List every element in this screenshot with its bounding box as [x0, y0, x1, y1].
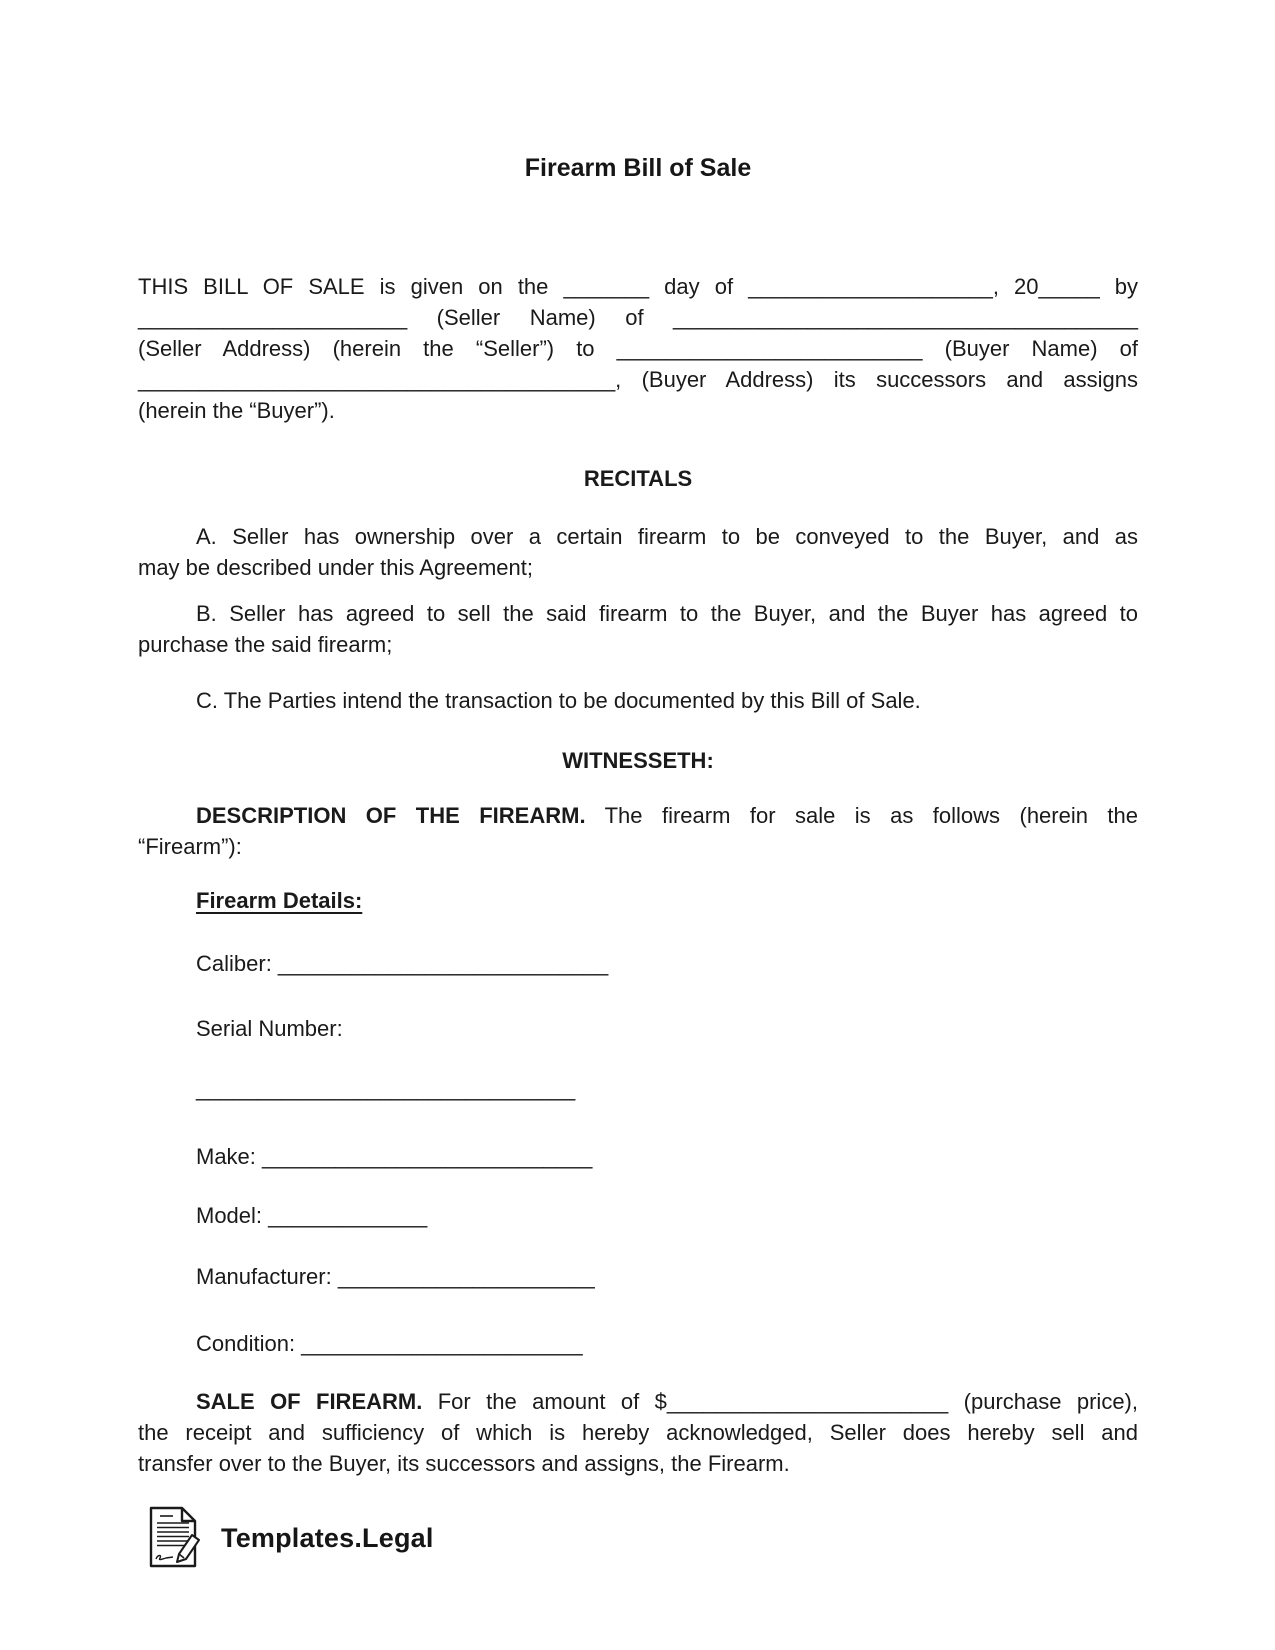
- recital-a: [138, 521, 1138, 583]
- description-lead: DESCRIPTION OF THE FIREARM.: [196, 803, 586, 828]
- brand-logo: [146, 1506, 434, 1570]
- recital-b-line-2: purchase the said firearm;: [138, 632, 393, 657]
- model-field: Model: _____________: [196, 1203, 428, 1228]
- sale-line-2: the receipt and sufficiency of which is hereby acknowledged, Seller does hereby sell and: [138, 1420, 1138, 1445]
- make-field: Make: ___________________________: [196, 1144, 593, 1169]
- sale-paragraph: [138, 1386, 1138, 1479]
- caliber-field: Caliber: ___________________________: [196, 951, 609, 976]
- intro-line-2: ______________________ (Seller Name) of ______________________________________: [138, 305, 1138, 330]
- brand-name: Templates.Legal: [221, 1522, 434, 1553]
- recitals-heading: RECITALS: [583, 466, 693, 491]
- recital-b-line-1: B. Seller has agreed to sell the said firearm to the Buyer, and the Buyer has agreed to: [196, 601, 1138, 626]
- description-paragraph: [138, 800, 1138, 862]
- witnesseth-heading: WITNESSETH:: [562, 748, 714, 773]
- intro-line-5: (herein the “Buyer”).: [138, 398, 335, 423]
- intro-line-4: _______________________________________, (Buyer Address) its successors and assigns: [138, 367, 1138, 392]
- recital-a-line-2: may be described under this Agreement;: [138, 555, 534, 580]
- sale-line-3: transfer over to the Buyer, its successors and assigns, the Firearm.: [138, 1451, 790, 1476]
- document-pen-icon: [146, 1506, 204, 1570]
- sale-lead: SALE OF FIREARM.: [196, 1389, 423, 1414]
- recital-b: [138, 598, 1138, 660]
- description-line-1: [138, 800, 1138, 831]
- manufacturer-field: Manufacturer: _____________________: [196, 1264, 595, 1289]
- recital-a-line-1: A. Seller has ownership over a certain firearm to be conveyed to the Buyer, and as: [196, 524, 1138, 549]
- description-line-2: “Firearm”):: [138, 834, 242, 859]
- serial-number-blank: _______________________________: [196, 1076, 576, 1101]
- condition-field: Condition: _______________________: [196, 1331, 583, 1356]
- sale-line-1-rest: For the amount of $_______________________ (purchase price),: [422, 1389, 1138, 1414]
- intro-paragraph: [138, 271, 1138, 426]
- sale-line-1: [138, 1386, 1138, 1417]
- recital-c: C. The Parties intend the transaction to be documented by this Bill of Sale.: [196, 688, 921, 713]
- intro-line-3: (Seller Address) (herein the “Seller”) to _________________________ (Buyer Name) of: [138, 336, 1138, 361]
- description-line-1-rest: The firearm for sale is as follows (herein the: [585, 803, 1138, 828]
- firearm-details-heading: Firearm Details:: [196, 888, 363, 913]
- intro-line-1: THIS BILL OF SALE is given on the _______ day of ____________________, 20_____ by: [138, 274, 1138, 299]
- document-title: Firearm Bill of Sale: [524, 154, 752, 182]
- serial-number-label: Serial Number:: [196, 1016, 343, 1041]
